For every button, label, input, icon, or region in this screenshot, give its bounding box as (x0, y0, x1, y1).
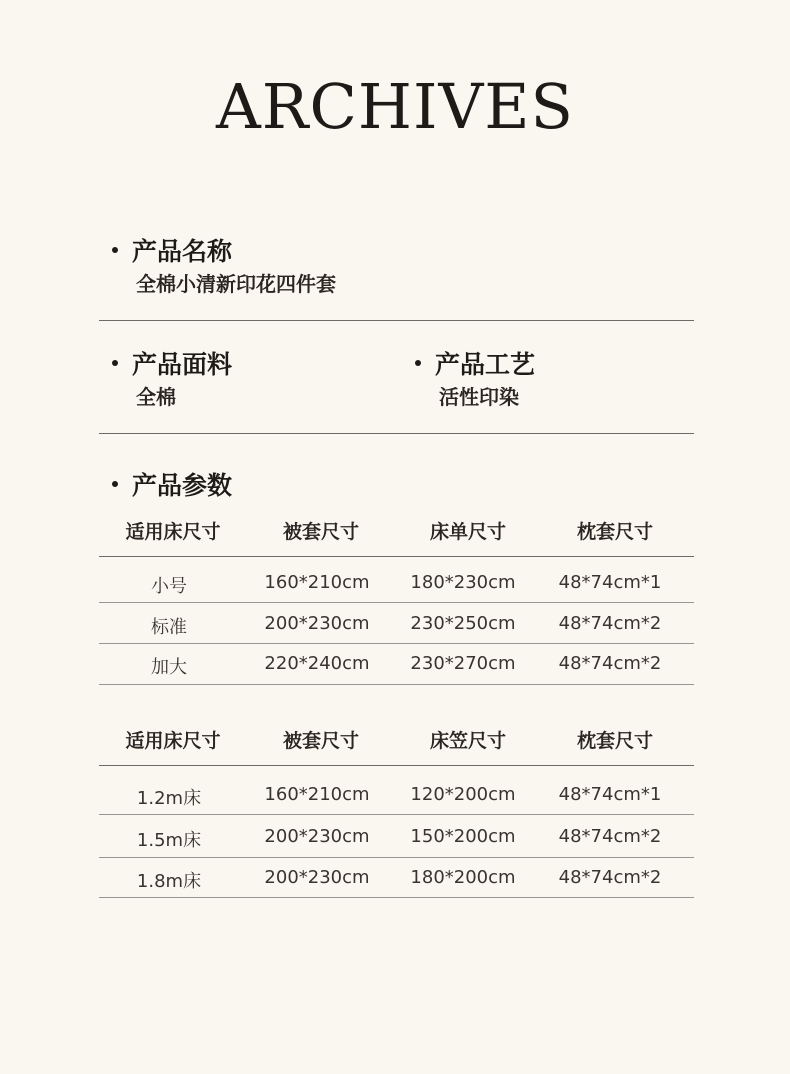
divider (99, 857, 694, 858)
divider (99, 602, 694, 603)
table-cell: 标准 (151, 617, 187, 638)
table-cell: 180*230cm (410, 572, 516, 593)
fabric-section (112, 345, 232, 381)
table-cell: 220*240cm (264, 653, 370, 674)
table-cell: 48*74cm*2 (558, 653, 662, 674)
table-header: 适用床尺寸 (125, 521, 221, 543)
divider (99, 433, 694, 434)
divider (99, 643, 694, 644)
table-cell: 180*200cm (410, 867, 516, 888)
table-cell: 200*230cm (264, 867, 370, 888)
bullet-icon (112, 481, 118, 487)
table-header: 床笠尺寸 (429, 730, 506, 752)
table-cell: 48*74cm*2 (558, 826, 662, 847)
table-cell: 加大 (151, 657, 187, 678)
divider (99, 320, 694, 321)
craft-label: 产品工艺 (435, 350, 536, 379)
params-label: 产品参数 (132, 471, 233, 500)
craft-heading (415, 345, 535, 381)
params-section (112, 466, 232, 502)
product-name-value: 全棉小清新印花四件套 (136, 272, 336, 296)
fabric-label: 产品面料 (132, 350, 233, 379)
table-header: 枕套尺寸 (576, 521, 653, 543)
brand-logo: ARCHIVES (216, 70, 574, 143)
product-name-section (112, 232, 232, 268)
divider (99, 897, 694, 898)
divider (99, 684, 694, 685)
table-cell: 小号 (151, 576, 187, 597)
table-cell: 230*270cm (410, 653, 516, 674)
table-cell: 150*200cm (410, 826, 516, 847)
table-cell: 1.2m床 (136, 788, 202, 809)
table-header: 床单尺寸 (429, 521, 506, 543)
table-cell: 1.5m床 (136, 830, 202, 851)
fabric-value: 全棉 (136, 385, 176, 409)
table-cell: 1.8m床 (136, 871, 202, 892)
bullet-icon (112, 247, 118, 253)
params-heading (112, 466, 232, 502)
table-cell: 48*74cm*1 (558, 784, 662, 805)
table-cell: 200*230cm (264, 613, 370, 634)
table-cell: 48*74cm*1 (558, 572, 662, 593)
table-header: 被套尺寸 (282, 730, 359, 752)
table-cell: 48*74cm*2 (558, 867, 662, 888)
table-cell: 230*250cm (410, 613, 516, 634)
bullet-icon (415, 360, 421, 366)
bullet-icon (112, 360, 118, 366)
divider (99, 814, 694, 815)
product-name-label: 产品名称 (132, 237, 233, 266)
table-header: 枕套尺寸 (576, 730, 653, 752)
divider (99, 765, 694, 766)
divider (99, 556, 694, 557)
product-name-heading (112, 232, 232, 268)
table-header: 被套尺寸 (282, 521, 359, 543)
fabric-heading (112, 345, 232, 381)
craft-value: 活性印染 (439, 385, 519, 409)
table-cell: 120*200cm (410, 784, 516, 805)
table-cell: 48*74cm*2 (558, 613, 662, 634)
craft-section (415, 345, 535, 381)
table-cell: 200*230cm (264, 826, 370, 847)
table-cell: 160*210cm (264, 572, 370, 593)
table-cell: 160*210cm (264, 784, 370, 805)
table-header: 适用床尺寸 (125, 730, 221, 752)
